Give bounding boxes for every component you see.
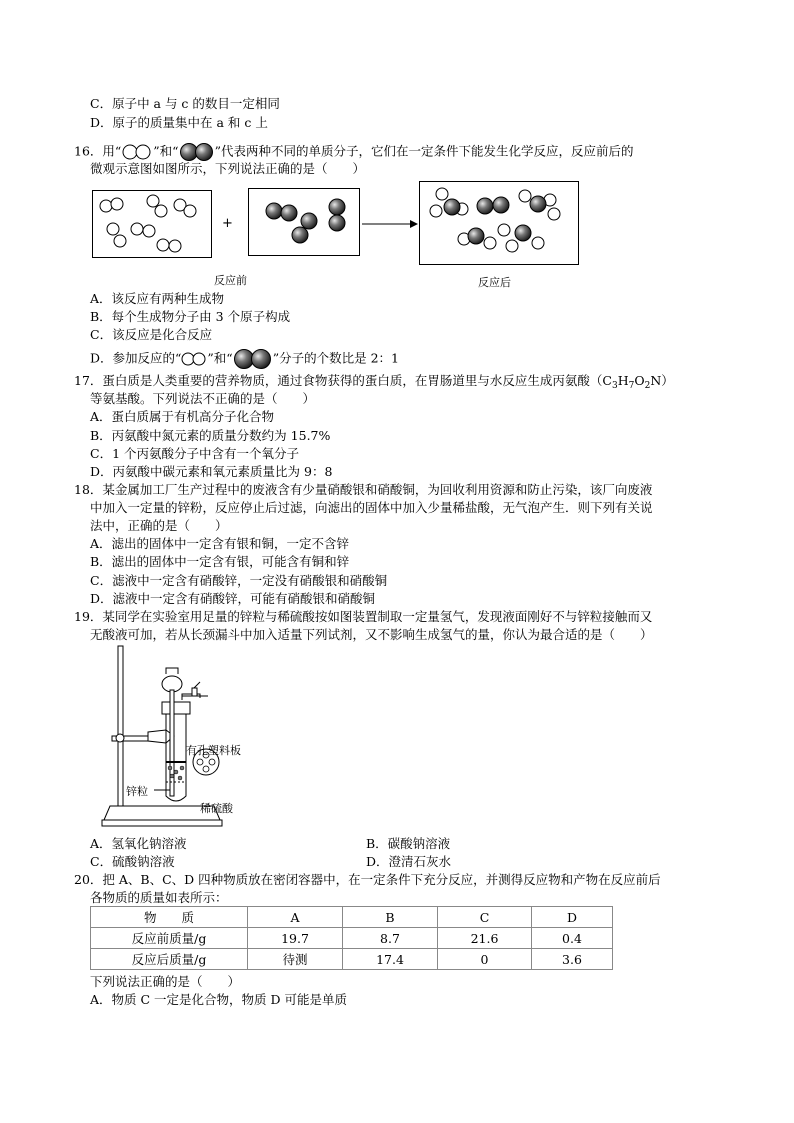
q17-option-b: B．丙氨酸中氮元素的质量分数约为 15.7%	[90, 428, 331, 443]
label-perforated-plate: 有孔塑料板	[186, 744, 241, 757]
q19-option-a: A．氢氧化钠溶液	[90, 836, 187, 851]
q20-number: 20．	[74, 872, 103, 887]
caption-before: 反应前	[214, 274, 247, 287]
q16-option-b: B．每个生成物分子由 3 个原子构成	[90, 309, 291, 324]
table-header-cell: D	[532, 907, 613, 928]
q18-stem-line1: 18．某金属加工厂生产过程中的废液含有少量硝酸银和硝酸铜，为回收利用资源和防止污染，该厂向废液	[74, 482, 653, 497]
table-header-row	[91, 907, 613, 928]
white-molecules-diagram	[93, 191, 211, 257]
q19-option-c: C．硫酸钠溶液	[90, 854, 175, 869]
q16-option-a: A．该反应有两种生成物	[90, 291, 225, 306]
product-molecules-diagram	[420, 182, 578, 264]
q20-after-table: 下列说法正确的是（ ）	[90, 974, 241, 989]
q18-number: 18．	[74, 482, 103, 497]
q19-number: 19．	[74, 609, 103, 624]
q20-stem-line1: 20．把 A、B、C、D 四种物质放在密闭容器中，在一定条件下充分反应，并测得反应物和产物在反应前后	[74, 872, 661, 887]
white-molecule-icon	[121, 143, 153, 161]
table-cell: 3.6	[532, 949, 613, 970]
table-cell: 8.7	[343, 928, 438, 949]
dark-molecule-icon	[233, 348, 273, 370]
mass-table	[90, 906, 613, 970]
q17-option-c: C．1 个丙氨酸分子中含有一个氧分子	[90, 446, 299, 461]
q16-stem-line2: 微观示意图如图所示，下列说法正确的是（ ）	[90, 161, 366, 176]
q16-option-d: D．参加反应的“ ”和“ ”分子的个数比是 2：1	[90, 348, 399, 370]
q15-option-d: D．原子的质量集中在 a 和 c 上	[90, 115, 268, 130]
q18-option-b: B．滤出的固体中一定含有银，可能含有铜和锌	[90, 554, 350, 569]
q17-stem-line2: 等氨基酸。下列说法不正确的是（ ）	[90, 391, 316, 406]
q18-stem-line2: 中加入一定量的锌粉，反应停止后过滤，向滤出的固体中加入少量稀盐酸，无气泡产生．则下列有关说	[90, 500, 653, 515]
dark-molecules-diagram	[249, 189, 359, 255]
q16-stem-line1: 16．用“ ”和“ ”代表两种不同的单质分子，它们在一定条件下能发生化学反应，反应前后的	[74, 142, 633, 162]
table-row	[91, 928, 613, 949]
reaction-arrow	[362, 218, 418, 230]
q19-option-d: D．澄清石灰水	[366, 854, 452, 869]
q16-option-c: C．该反应是化合反应	[90, 327, 213, 342]
q18-stem-line3: 法中，正确的是（ ）	[90, 518, 228, 533]
q17-option-d: D．丙氨酸中碳元素和氧元素质量比为 9：8	[90, 464, 333, 479]
q19-stem-line1: 19．某同学在实验室用足量的锌粒与稀硫酸按如图装置制取一定量氢气，发现液面刚好不与锌粒接触而又	[74, 609, 653, 624]
table-cell: 反应前质量/g	[91, 928, 248, 949]
q18-option-d: D．滤液中一定含有硝酸锌，可能有硝酸银和硝酸铜	[90, 591, 376, 606]
table-header-cell: B	[343, 907, 438, 928]
table-header-cell: C	[438, 907, 532, 928]
alanine-formula: $C_3H_7O_2N$	[602, 373, 662, 391]
q17-option-a: A．蛋白质属于有机高分子化合物	[90, 409, 275, 424]
q19-stem-line2: 无酸液可加，若从长颈漏斗中加入适量下列试剂，又不影响生成氢气的量，你认为最合适的是（ ）	[90, 627, 653, 642]
before-box-white	[92, 190, 212, 258]
after-box	[419, 181, 579, 265]
q19-option-b: B．碳酸钠溶液	[366, 836, 451, 851]
label-zinc-granules: 锌粒	[126, 785, 148, 798]
table-header-cell: 物 质	[91, 907, 248, 928]
q15-option-c: C．原子中 a 与 c 的数目一定相同	[90, 96, 280, 111]
q17-stem-line1: 17．蛋白质是人类重要的营养物质，通过食物获得的蛋白质，在胃肠道里与水反应生成丙氨酸$(C_3H_7O_2N)$	[74, 373, 674, 391]
label-dilute-sulfuric-acid: 稀硫酸	[200, 802, 233, 815]
table-cell: 17.4	[343, 949, 438, 970]
table-cell: 0	[438, 949, 532, 970]
q18-option-c: C．滤液中一定含有硝酸锌，一定没有硝酸银和硝酸铜	[90, 573, 388, 588]
table-cell: 19.7	[248, 928, 343, 949]
plus-sign: +	[222, 216, 233, 231]
q17-number: 17．	[74, 373, 103, 388]
q18-option-a: A．滤出的固体中一定含有银和铜，一定不含锌	[90, 536, 350, 551]
white-molecule-icon	[181, 351, 207, 367]
q20-stem-line2: 各物质的质量如表所示：	[90, 890, 228, 905]
table-cell: 待测	[248, 949, 343, 970]
table-cell: 反应后质量/g	[91, 949, 248, 970]
table-header-cell: A	[248, 907, 343, 928]
table-cell: 21.6	[438, 928, 532, 949]
before-box-dark	[248, 188, 360, 256]
table-row	[91, 949, 613, 970]
q16-number: 16．	[74, 143, 103, 159]
caption-after: 反应后	[478, 276, 511, 289]
dark-molecule-icon	[179, 142, 215, 162]
table-cell: 0.4	[532, 928, 613, 949]
q20-option-a: A．物质 C 一定是化合物，物质 D 可能是单质	[90, 992, 348, 1007]
hydrogen-apparatus-diagram	[96, 644, 276, 834]
